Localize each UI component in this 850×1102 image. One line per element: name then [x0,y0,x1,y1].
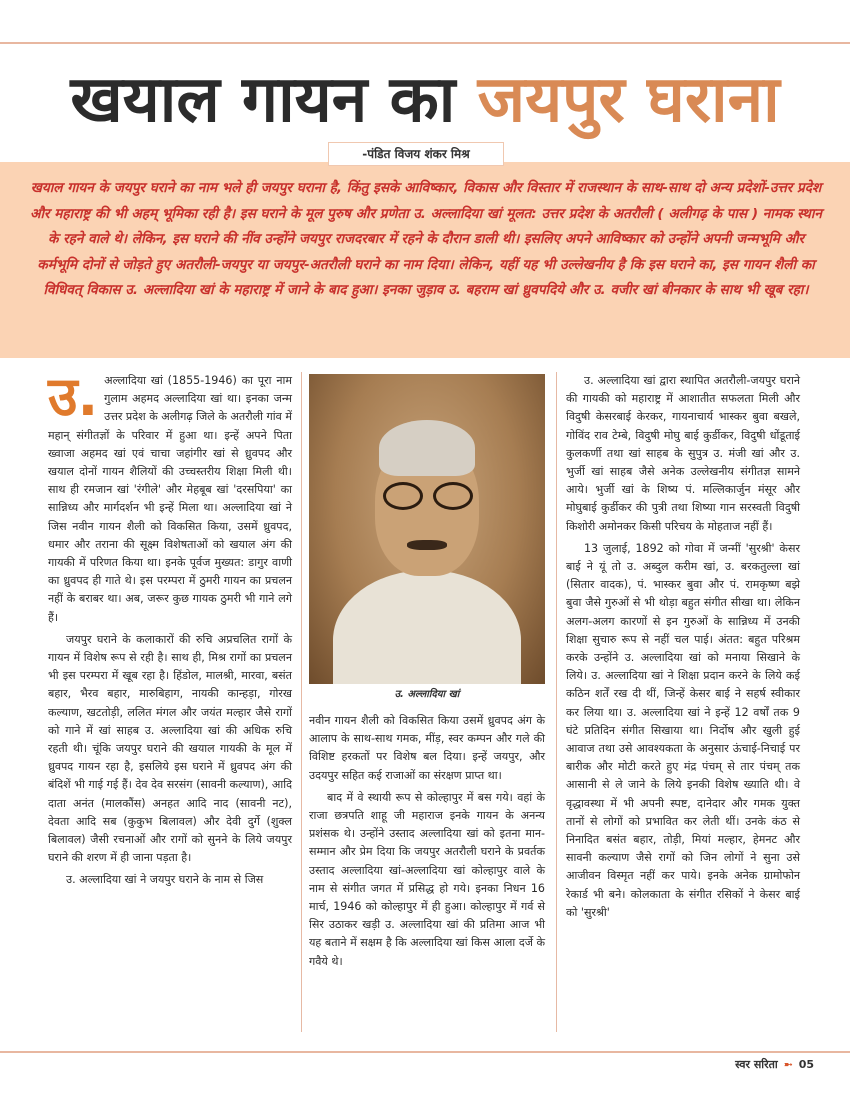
arrow-icon: ➼ [783,1058,793,1071]
drop-cap: उ. [48,365,99,428]
magazine-name: स्वर सरिता [735,1058,778,1071]
column-1-paragraph-1 [48,365,292,627]
column-3-paragraph-1: उ. अल्लादिया खां द्वारा स्थापित अतरौली-जयपुर घराने की गायकी को महाराष्ट्र में आशातीत सफलता मिली और विदुषी केसरबाई केरकर, गायनाचार्य भास्कर बुवा बखले, गोविंद राव टेम्बे, विदुषी मोघु बाई कुर्डीकर, विदुषी धोंडूताई कुलकर्णी तथा खां साहब के सुपुत्र उ. मंजी खां और उ. भुर्जी खां साहब जैसे अनेक उल्लेखनीय संगीतज्ञ सामने आये। भुर्जी खां के शिष्य पं. मल्लिकार्जुन मंसूर और मोघुबाई कुर्डीकर की पुत्री तथा शिष्या गान सरस्वती विदुषी किशोरी अमोनकर किसी परिचय के मोहताज नहीं हैं। [566,374,800,533]
column-1-paragraph-1-text: अल्लादिया खां (1855-1946) का पूरा नाम गुलाम अहमद अल्लादिया खां था। इनका जन्म उत्तर प्रदेश के अलीगढ़ जिले के अतरौली गांव में महान् संगीतज्ञों के परिवार में हुआ था। इन्हें अपने पिता ख्वाजा अहमद खां एवं चाचा जहांगीर खां से ध्रुवपद और खयाल दोनों गायन शैलियों की उच्चस्तरीय शिक्षा मिली थी। साथ ही रमजान खां 'रंगीले' और मेहबूब खां 'दरसपिया' का सान्निध्य और मार्गदर्शन भी इन्हें मिला था। अल्लादिया खां ने जिस नवीन गायन शैली को विकसित किया, उसमें ध्रुवपद, धमार और तराना की सूक्ष्म विशेषताओं को खयाल अंग की गायकी में परिणत किया था। इनके पूर्वज मुख्यत: डागुर वाणी का ध्रुवपद ही गाते थे। इस परम्परा में ठुमरी गायन का प्रचलन नहीं के बराबर था। अब, जरूर कुछ गायक ठुमरी भी गाने लगे हैं। [48,374,292,624]
column-3-paragraph-2: 13 जुलाई, 1892 को गोवा में जन्मीं 'सुरश्री' केसर बाई ने यूं तो उ. अब्दुल करीम खां, उ. बरकतुल्ला खां (सितार वादक), पं. भास्कर बुवा और पं. रामकृष्ण बझे बुवा जैसे गुरुओं से भी थोड़ा बहुत संगीत सीखा था। लेकिन अलग-अलग कारणों से इन गुरुओं के सान्निध्य में उनकी शिक्षा सुचारु रूप से नहीं चल पाई। अंतत: बहुत परिश्रम करके उन्होंने उ. अल्लादिया खां को मनाया सिखाने के लिये। उ. अल्लादिया खां ने शिक्षा प्रदान करने के लिये कई कठिन शर्तें रख दी थीं, जिन्हें केसर बाई ने सहर्ष स्वीकार कर लिया था। उ. अल्लादिया खां ने इन्हें 12 वर्षों तक 9 घंटे प्रतिदिन संगीत सिखाया था। निर्दोष और खुली हुई आवाज तथा उसे आवश्यकता के अनुसार ऊंचाई-निचाई पर बारीक और मोटी करते हुए मंद्र पंचम् से तार पंचम् तक आसानी से ले जाने के लिये इनकी विशेष ख्याति थी। वे वृद्धावस्था में भी अपनी स्पष्ट, दानेदार और गमक युक्त तानों से लोगों को प्रभावित कर लेती थीं। उनके कंठ से निनादित बसंत बहार, तोड़ी, मियां मल्हार, हेमनट और सावनी कल्याण जैसे रागों को जिन लोगों ने सुना उसे आजीवन विस्मृत नहीं कर पाये। इनके अनेक ग्रामोफोन रेकार्ड भी बने। कोलकाता के संगीत रसिकों ने केसर बाई को 'सुरश्री' [566,541,800,919]
author-byline: -पंडित विजय शंकर मिश्र [328,142,504,166]
portrait-glasses-right [433,482,473,510]
page-footer [735,1058,814,1072]
portrait-moustache [407,540,447,550]
column-1 [48,365,292,894]
portrait-body [333,570,521,684]
bottom-rule [0,1051,850,1053]
portrait-photo [309,374,545,684]
column-2 [309,712,545,975]
article-title [0,60,850,140]
top-rule [0,42,850,44]
column-3 [566,372,800,926]
column-1-paragraph-2: जयपुर घराने के कलाकारों की रुचि अप्रचलित रागों के गायन में विशेष रूप से रही है। साथ ही, मिश्र रागों का प्रचलन भी इस परम्परा में खूब रहा है। हिंडोल, मालश्री, मारवा, बसंत बहार, भैरव बहार, मारुबिहाग, नायकी कान्हड़ा, गोरख कल्याण, खटतोड़ी, ललित मंगल और जयंत मल्हार जैसे रागों को गाने में खां साहब उ. अल्लादिया खां की अधिक रुचि रहती थी। चूंकि जयपुर घराने की खयाल गायकी के मूल में ध्रुवपद गायन रहा है, इसलिये इस घराने में ध्रुवपद अंग की बंदिशें भी गाई गई हैं। देव देव सरसंग (सावनी कल्याण), आदि दाता अनंत (मालकौंस) अनहत आदि नाद (सावनी नट), देवता आदि सब (कुकुभ बिलावल) और देवी दुर्गे (शुक्ल बिलावल) जैसी रचनाओं और रागों को सुनने के लिये जयपुर घराने की शरण में ही जाना पड़ता है। [48,632,292,865]
column-1-paragraph-3: उ. अल्लादिया खां ने जयपुर घराने के नाम से जिस [66,873,264,887]
column-2-paragraph-1: नवीन गायन शैली को विकसित किया उसमें ध्रुवपद अंग के आलाप के साथ-साथ गमक, मींड़, स्वर कम्पन और गले की विशिष्ट हरकतों पर विशेष बल दिया। इन्हें जयपुर, और उदयपुर सहित कई राजाओं का संरक्षण प्राप्त था। [309,714,545,782]
photo-caption: उ. अल्लादिया खां [394,689,460,700]
intro-text: खयाल गायन के जयपुर घराने का नाम भले ही जयपुर घराना है, किंतु इसके आविष्कार, विकास और विस्तार में राजस्थान के साथ-साथ दो अन्य प्रदेशों-उत्तर प्रदेश और महाराष्ट्र की भी अहम् भूमिका रही है। इस घराने के मूल पुरुष और प्रणेता उ. अल्लादिया खां मूलत: उत्तर प्रदेश के अतरौली ( अलीगढ़ के पास ) नामक स्थान के रहने वाले थे। लेकिन, इस घराने की नींव उन्होंने जयपुर राजदरबार में रहने के दौरान डाली थी। इसलिए अपने आविष्कार को उन्होंने अपनी जन्मभूमि और कर्मभूमि दोनों से जोड़ते हुए अतरौली-जयपुर या जयपुर-अतरौली घराने का नाम दिया। लेकिन, यहीं यह भी उल्लेखनीय है कि इस घराने का, इस गायन शैली का विधिवत् विकास उ. अल्लादिया खां के महाराष्ट्र में जाने के बाद हुआ। इनका जुड़ाव उ. बहराम खां ध्रुवपदिये और उ. वजीर खां बीनकार के साथ भी खूब रहा। [30,180,822,298]
column-2-paragraph-2: बाद में वे स्थायी रूप से कोल्हापुर में बस गये। वहां के राजा छत्रपति शाहू जी महाराज इनके गायन के अनन्य प्रशंसक थे। उन्होंने उस्ताद अल्लादिया खां को इतना मान-सम्मान और प्रेम दिया कि जयपुर अतरौली घराने के प्रवर्तक उस्ताद अल्लादिया खां-अल्लादिया खां कोल्हापुर वाले के नाम से संगीत जगत में प्रसिद्ध हो गये। इनका निधन 16 मार्च, 1946 को कोल्हापुर में ही हुआ। कोल्हापुर में गर्व से सिर उठाकर खड़ी उ. अल्लादिया खां की प्रतिमा आज भी यह बताने में सक्षम है कि अल्लादिया खां किस आला दर्जे के गवैये थे। [309,790,545,968]
portrait-glasses-left [383,482,423,510]
title-part-2: जयपुर घराना [477,63,780,137]
column-divider-1 [301,372,302,1032]
page-number: 05 [798,1058,814,1071]
title-part-1: खयाल गायन का [70,63,456,137]
portrait-hair [379,420,475,476]
column-divider-2 [556,372,557,1032]
